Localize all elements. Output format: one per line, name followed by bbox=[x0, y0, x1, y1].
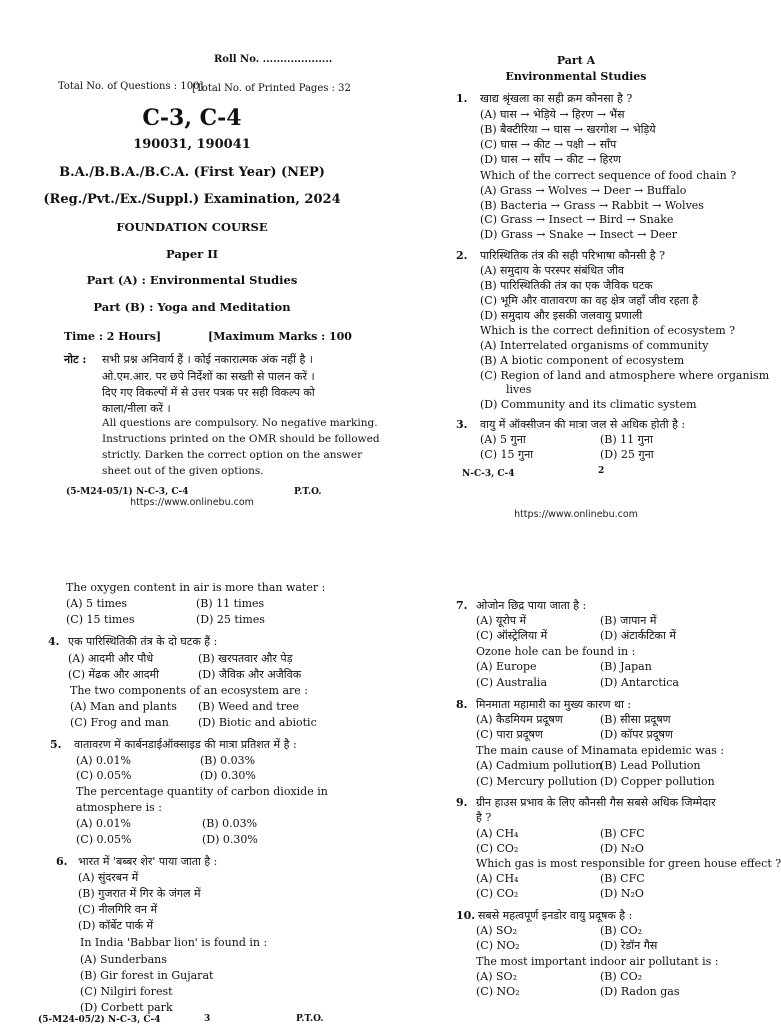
question-english: The main cause of Minamata epidemic was : bbox=[476, 744, 725, 757]
course-title: FOUNDATION COURSE bbox=[116, 220, 268, 234]
question-hindi: भारत में 'बब्बर शेर' पाया जाता है : bbox=[78, 855, 218, 868]
option: (A) 0.01% bbox=[76, 754, 131, 767]
note-label: नोट : bbox=[64, 353, 87, 366]
option-english: (A) SO₂ bbox=[476, 970, 517, 983]
option-hindi: (C) पारा प्रदूषण bbox=[476, 728, 543, 741]
option-english: (A) 0.01% bbox=[76, 817, 131, 830]
question-number: 7. bbox=[456, 599, 468, 612]
option-english: (C) Nilgiri forest bbox=[80, 985, 173, 998]
option-english: (A) CH₄ bbox=[476, 872, 519, 885]
option: (D) 25 गुना bbox=[600, 448, 654, 461]
option-english: (D) Copper pollution bbox=[600, 775, 715, 788]
question-hindi: वातावरण में कार्बनडाईऑक्साइड की मात्रा प्रतिशत में है : bbox=[74, 738, 297, 751]
roll-no: Roll No. .................... bbox=[214, 54, 333, 65]
option-hindi: (C) मेंढक और आदमी bbox=[68, 668, 159, 681]
question-hindi: वायु में ऑक्सीजन की मात्रा जल से अधिक होती है : bbox=[480, 418, 686, 431]
footer-code: (5-M24-05/2) N-C-3, C-4 bbox=[38, 1015, 161, 1025]
part-heading: Part A bbox=[556, 54, 596, 67]
question-english: Ozone hole can be found in : bbox=[476, 645, 636, 658]
option-english: (A) Cadmium pollution bbox=[476, 759, 603, 772]
question-english: The percentage quantity of carbon dioxide in bbox=[76, 785, 328, 798]
note-hindi-line: दिए गए विकल्पों में से उत्तर पत्रक पर सही विकल्प को bbox=[102, 386, 315, 399]
option-hindi: (C) नीलगिरि वन में bbox=[78, 903, 158, 916]
option-hindi: (A) समुदाय के परस्पर संबंधित जीव bbox=[480, 264, 625, 277]
option: (B) 11 गुना bbox=[600, 433, 653, 446]
option: (C) 15 गुना bbox=[480, 448, 534, 461]
paper-numbers: 190031, 190041 bbox=[133, 137, 251, 152]
question-number: 3. bbox=[456, 418, 468, 431]
option-hindi: (B) जापान में bbox=[600, 614, 657, 627]
option-hindi: (B) गुजरात में गिर के जंगल में bbox=[78, 887, 201, 900]
option-english: (D) N₂O bbox=[600, 887, 644, 900]
option-english: (D) Antarctica bbox=[600, 676, 679, 689]
paper-code: C-3, C-4 bbox=[142, 105, 242, 131]
note-english-line: Instructions printed on the OMR should be followed bbox=[102, 433, 380, 445]
option-english: (D) 25 times bbox=[196, 613, 265, 626]
option-english: (D) Biotic and abiotic bbox=[198, 716, 317, 729]
option-hindi: (D) घास → साँप → कीट → हिरण bbox=[480, 153, 621, 166]
question-english: The oxygen content in air is more than water : bbox=[66, 581, 326, 594]
option-hindi: (C) घास → कीट → पक्षी → साँप bbox=[480, 138, 617, 151]
question-english: Which is the correct definition of ecosystem ? bbox=[480, 324, 736, 337]
option-hindi: (B) खरपतवार और पेड़ bbox=[198, 652, 293, 665]
option-hindi: (C) भूमि और वातावरण का वह क्षेत्र जहाँ जीव रहता है bbox=[480, 294, 699, 307]
option-english: (D) Grass → Snake → Insect → Deer bbox=[480, 228, 678, 241]
footer-code: N-C-3, C-4 bbox=[462, 469, 515, 479]
option-english: (C) Grass → Insect → Bird → Snake bbox=[480, 213, 674, 226]
option: (D) रेडॉन गैस bbox=[600, 939, 658, 952]
option-english: (B) Japan bbox=[600, 660, 652, 673]
total-questions: Total No. of Questions : 100] bbox=[58, 81, 204, 92]
option-hindi: (B) बैक्टीरिया → घास → खरगोश → भेड़िये bbox=[480, 123, 656, 136]
question-english: In India 'Babbar lion' is found in : bbox=[80, 936, 268, 949]
note-english-line: strictly. Darken the correct option on the answer bbox=[102, 449, 363, 461]
part-b-title: Part (B) : Yoga and Meditation bbox=[93, 300, 291, 314]
option-english: (D) 0.30% bbox=[202, 833, 258, 846]
option-english: (B) Lead Pollution bbox=[600, 759, 701, 772]
question-hindi: ग्रीन हाउस प्रभाव के लिए कौनसी गैस सबसे अधिक जिम्मेदार bbox=[476, 796, 716, 809]
option: (D) N₂O bbox=[600, 842, 644, 855]
question-number: 8. bbox=[456, 698, 468, 711]
option-english: (C) Frog and man bbox=[70, 716, 169, 729]
option: (C) 0.05% bbox=[76, 769, 132, 782]
option-hindi: (D) समुदाय और इसकी जलवायु प्रणाली bbox=[480, 309, 643, 322]
option-english: (A) Grass → Wolves → Deer → Buffalo bbox=[480, 184, 687, 197]
time-label: Time : 2 Hours] bbox=[64, 330, 162, 343]
option-hindi: (B) सीसा प्रदूषण bbox=[600, 713, 671, 726]
option-hindi: (A) घास → भेड़िये → हिरण → भैंस bbox=[480, 108, 625, 121]
option-hindi: (A) कैडमियम प्रदूषण bbox=[476, 713, 563, 726]
question-hindi: मिनमाता महामारी का मुख्य कारण था : bbox=[476, 698, 632, 711]
question-hindi: पारिस्थितिक तंत्र की सही परिभाषा कौनसी है ? bbox=[480, 249, 665, 262]
page-number: 2 bbox=[598, 466, 605, 476]
option-english: (C) Australia bbox=[476, 676, 548, 689]
question-english: The two components of an ecosystem are : bbox=[70, 684, 309, 697]
option-hindi: (C) ऑस्ट्रेलिया में bbox=[476, 629, 548, 642]
option-english: (D) Community and its climatic system bbox=[480, 398, 697, 411]
page-3 bbox=[0, 512, 384, 1024]
option-english: (C) Region of land and atmosphere where organism bbox=[480, 369, 770, 382]
part-a-title: Part (A) : Environmental Studies bbox=[86, 273, 298, 287]
question-number: 9. bbox=[456, 796, 468, 809]
option: (B) CO₂ bbox=[600, 924, 643, 937]
question-number: 5. bbox=[50, 738, 62, 751]
option-hindi: (D) जैविक और अजैविक bbox=[198, 668, 302, 681]
question-number: 10. bbox=[456, 909, 476, 922]
footer-pto: P.T.O. bbox=[296, 1014, 324, 1024]
footer-pto: P.T.O. bbox=[294, 487, 322, 497]
marks-label: [Maximum Marks : 100 bbox=[208, 330, 352, 343]
option-english: (C) Mercury pollution bbox=[476, 775, 598, 788]
option-english: (A) Interrelated organisms of community bbox=[480, 339, 709, 352]
question-number: 2. bbox=[456, 249, 468, 262]
option: (B) CFC bbox=[600, 827, 645, 840]
note-hindi-line: सभी प्रश्न अनिवार्य हैं । कोई नकारात्मक अंक नहीं है । bbox=[102, 353, 313, 366]
option-english: (C) CO₂ bbox=[476, 887, 519, 900]
option-english: (B) 11 times bbox=[196, 597, 265, 610]
option-hindi: (A) यूरोप में bbox=[476, 614, 527, 627]
question-english: Which of the correct sequence of food chain ? bbox=[480, 169, 737, 182]
option-english: (B) 0.03% bbox=[202, 817, 258, 830]
option-hindi: (D) अंटार्कटिका में bbox=[600, 629, 676, 642]
option-hindi: (D) कॉपर प्रदूषण bbox=[600, 728, 673, 741]
option: (D) 0.30% bbox=[200, 769, 256, 782]
question-number: 6. bbox=[56, 855, 68, 868]
option-english: (A) 5 times bbox=[66, 597, 128, 610]
option: (A) 5 गुना bbox=[480, 433, 526, 446]
option-english: (A) Man and plants bbox=[70, 700, 177, 713]
source-url[interactable]: https://www.onlinebu.com bbox=[514, 509, 638, 520]
option-english: (C) 0.05% bbox=[76, 833, 132, 846]
option-english: (B) Bacteria → Grass → Rabbit → Wolves bbox=[480, 199, 704, 212]
question-hindi: ओजोन छिद्र पाया जाता है : bbox=[476, 599, 587, 612]
option-english: (A) Europe bbox=[476, 660, 537, 673]
question-number: 1. bbox=[456, 92, 468, 105]
option-english: (B) A biotic component of ecosystem bbox=[480, 354, 685, 367]
page-2 bbox=[384, 0, 770, 520]
note-hindi-line: ओ.एम.आर. पर छपे निर्देशों का सख्ती से पालन करें । bbox=[102, 370, 315, 383]
question-english: The most important indoor air pollutant is : bbox=[476, 955, 719, 968]
course-name: B.A./B.B.A./B.C.A. (First Year) (NEP) bbox=[59, 165, 325, 180]
footer-code: (5-M24-05/1) N-C-3, C-4 bbox=[66, 487, 189, 497]
note-english-line: All questions are compulsory. No negative marking. bbox=[102, 417, 378, 429]
option-english: (B) CO₂ bbox=[600, 970, 643, 983]
question-hindi-continued: है ? bbox=[476, 811, 492, 824]
source-url[interactable]: https://www.onlinebu.com bbox=[130, 497, 254, 508]
option-english: (D) Corbett park bbox=[80, 1001, 173, 1014]
option-english: (C) 15 times bbox=[66, 613, 135, 626]
option: (A) SO₂ bbox=[476, 924, 517, 937]
page-4 bbox=[384, 512, 781, 1024]
option-hindi: (B) पारिस्थितिकी तंत्र का एक जैविक घटक bbox=[480, 279, 653, 292]
option-hindi: (A) आदमी और पौधे bbox=[68, 652, 154, 665]
question-hindi: एक पारिस्थितिकी तंत्र के दो घटक हैं : bbox=[68, 635, 218, 648]
option-english: (B) Weed and tree bbox=[198, 700, 300, 713]
option: (C) NO₂ bbox=[476, 939, 520, 952]
cover-page bbox=[0, 0, 384, 512]
question-hindi: खाद्य श्रृंखला का सही क्रम कौनसा है ? bbox=[480, 92, 633, 105]
option-english-continued: lives bbox=[506, 383, 532, 396]
note-hindi-line: काला/नीला करें । bbox=[102, 402, 171, 415]
option: (C) CO₂ bbox=[476, 842, 519, 855]
option-english: (A) Sunderbans bbox=[80, 953, 167, 966]
option: (B) 0.03% bbox=[200, 754, 256, 767]
option-english: (D) Radon gas bbox=[600, 985, 680, 998]
exam-name: (Reg./Pvt./Ex./Suppl.) Examination, 2024 bbox=[43, 192, 341, 207]
note-english-line: sheet out of the given options. bbox=[102, 465, 264, 477]
option-english: (B) Gir forest in Gujarat bbox=[80, 969, 214, 982]
page-number: 3 bbox=[204, 1014, 211, 1024]
option-hindi: (D) कॉर्बेट पार्क में bbox=[78, 919, 154, 932]
option-english: (C) NO₂ bbox=[476, 985, 520, 998]
option-hindi: (A) सुंदरबन में bbox=[78, 871, 139, 884]
option-english: (B) CFC bbox=[600, 872, 645, 885]
question-english: Which gas is most responsible for green house effect ? bbox=[476, 857, 781, 870]
question-english-continued: atmosphere is : bbox=[76, 801, 162, 814]
option: (A) CH₄ bbox=[476, 827, 519, 840]
paper-title: Paper II bbox=[166, 247, 218, 261]
subject-heading: Environmental Studies bbox=[505, 70, 647, 83]
question-hindi: सबसे महत्वपूर्ण इनडोर वायु प्रदूषक है : bbox=[478, 909, 633, 922]
question-number: 4. bbox=[48, 635, 60, 648]
total-pages: [Total No. of Printed Pages : 32 bbox=[192, 83, 351, 94]
